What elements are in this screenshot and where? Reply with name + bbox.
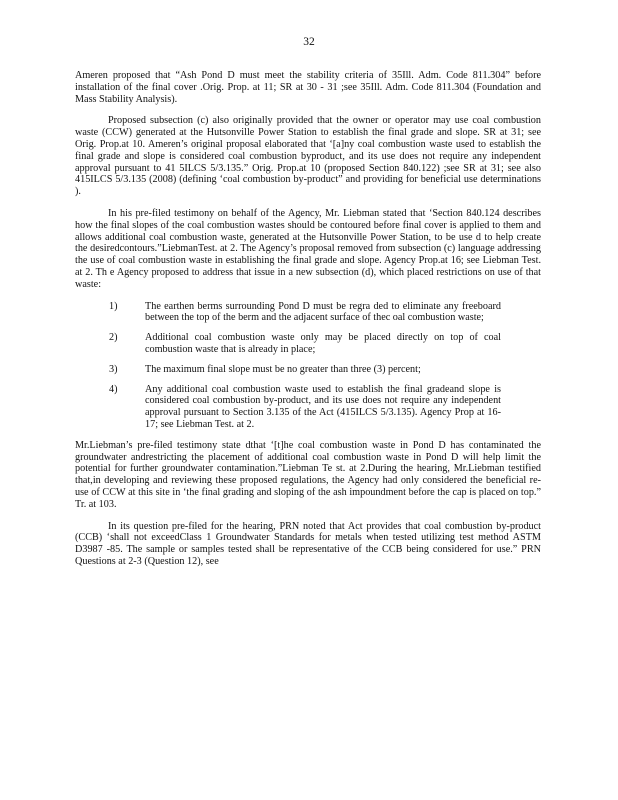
list-item-text: The maximum final slope must be no greater than three (3) percent; <box>145 363 421 375</box>
list-item-number: 1) <box>109 300 118 312</box>
page-number: 32 <box>303 36 315 48</box>
list-item-number: 2) <box>109 332 118 344</box>
restrictions-list <box>75 301 541 431</box>
paragraph-subsection-c: Proposed subsection (c) also originally provided that the owner or operator may use coal combustion waste (CCW) generated at the Hutsonville Power Station to establish the final grade and slope. SR at 31; see Orig. Prop.at 10. Ameren’s original proposal elaborated that ‘[a]ny coal combustion waste used to establish the final grade and slope is considered coal combustion byproduct, and its use does not require any independent approval pursuant to 41 5ILCS 5/3.135.” Orig. Prop.at 10 (proposed Section 840.122) ;see SR at 31; see also 415ILCS 5/3.135 (2008) (defining ‘coal combustion by-product” and providing for beneficial use determinations ). <box>75 115 541 198</box>
list-item-text: Any additional coal combustion waste used to establish the final gradeand slope is considered coal combustion by-product, and its use does not require any independent approval pursuant to Section 3.135 of the Act (415ILCS 5/3.135). Agency Prop at 16-17; see Liebman Test. at 2. <box>145 383 501 430</box>
document-body <box>75 70 541 578</box>
paragraph-groundwater-testimony: Mr.Liebman’s pre-filed testimony state dthat ‘[t]he coal combustion waste in Pond D has contaminated the groundwater andrestricting the placement of additional coal combustion waste in Pond D will help limit the potential for further groundwater contamination.”Liebman Te st. at 2.During the hearing, Mr.Liebman testified that,in developing and reviewing these proposed regulations, the Agency had only considered the beneficial re-use of CCW at this site in ‘the final grading and sloping of the ash impoundment before the cap is placed on top.” Tr. at 103. <box>75 439 541 510</box>
list-item-number: 3) <box>109 363 118 375</box>
list-item <box>75 364 541 376</box>
list-item <box>75 301 541 325</box>
list-item-text: The earthen berms surrounding Pond D must be regra ded to eliminate any freeboard between the top of the berm and the adjacent surface of thec oal combustion waste; <box>145 300 501 324</box>
list-item <box>75 332 541 356</box>
paragraph-liebman-testimony: In his pre-filed testimony on behalf of the Agency, Mr. Liebman stated that ‘Section 840.124 describes how the final slopes of the coal combustion wastes should be contoured before final cover is applied to them and allows additional coal combustion waste, generated at the Hutsonville Power Station, to be use d to help create the desiredcontours.”LiebmanTest. at 2. The Agency’s proposal removed from subsection (c) language addressing the use of coal combustion waste in establishing the final grade and slope. Agency Prop.at 16; see Liebman Test. at 2. Th e Agency proposed to address that issue in a new subsection (d), which placed restrictions on use of that waste: <box>75 207 541 290</box>
list-item-text: Additional coal combustion waste only may be placed directly on top of coal combustion waste that is already in place; <box>145 332 501 355</box>
list-item-number: 4) <box>109 383 118 395</box>
paragraph-prn-question: In its question pre-filed for the hearing, PRN noted that Act provides that coal combustion by-product (CCB) ‘shall not exceedClass 1 Groundwater Standards for metals when tested utilizing test method ASTM D3987 -85. The sample or samples tested shall be representative of the CCB being considered for use.” PRN Questions at 2-3 (Question 12), see <box>75 520 541 567</box>
list-item <box>75 384 541 431</box>
paragraph-ameren-proposal: Ameren proposed that “Ash Pond D must meet the stability criteria of 35Ill. Adm. Code 811.304” before installation of the final cover .Orig. Prop. at 11; SR at 30 - 31 ;see 35Ill. Adm. Code 811.304 (Foundation and Mass Stability Analysis). <box>75 70 541 105</box>
